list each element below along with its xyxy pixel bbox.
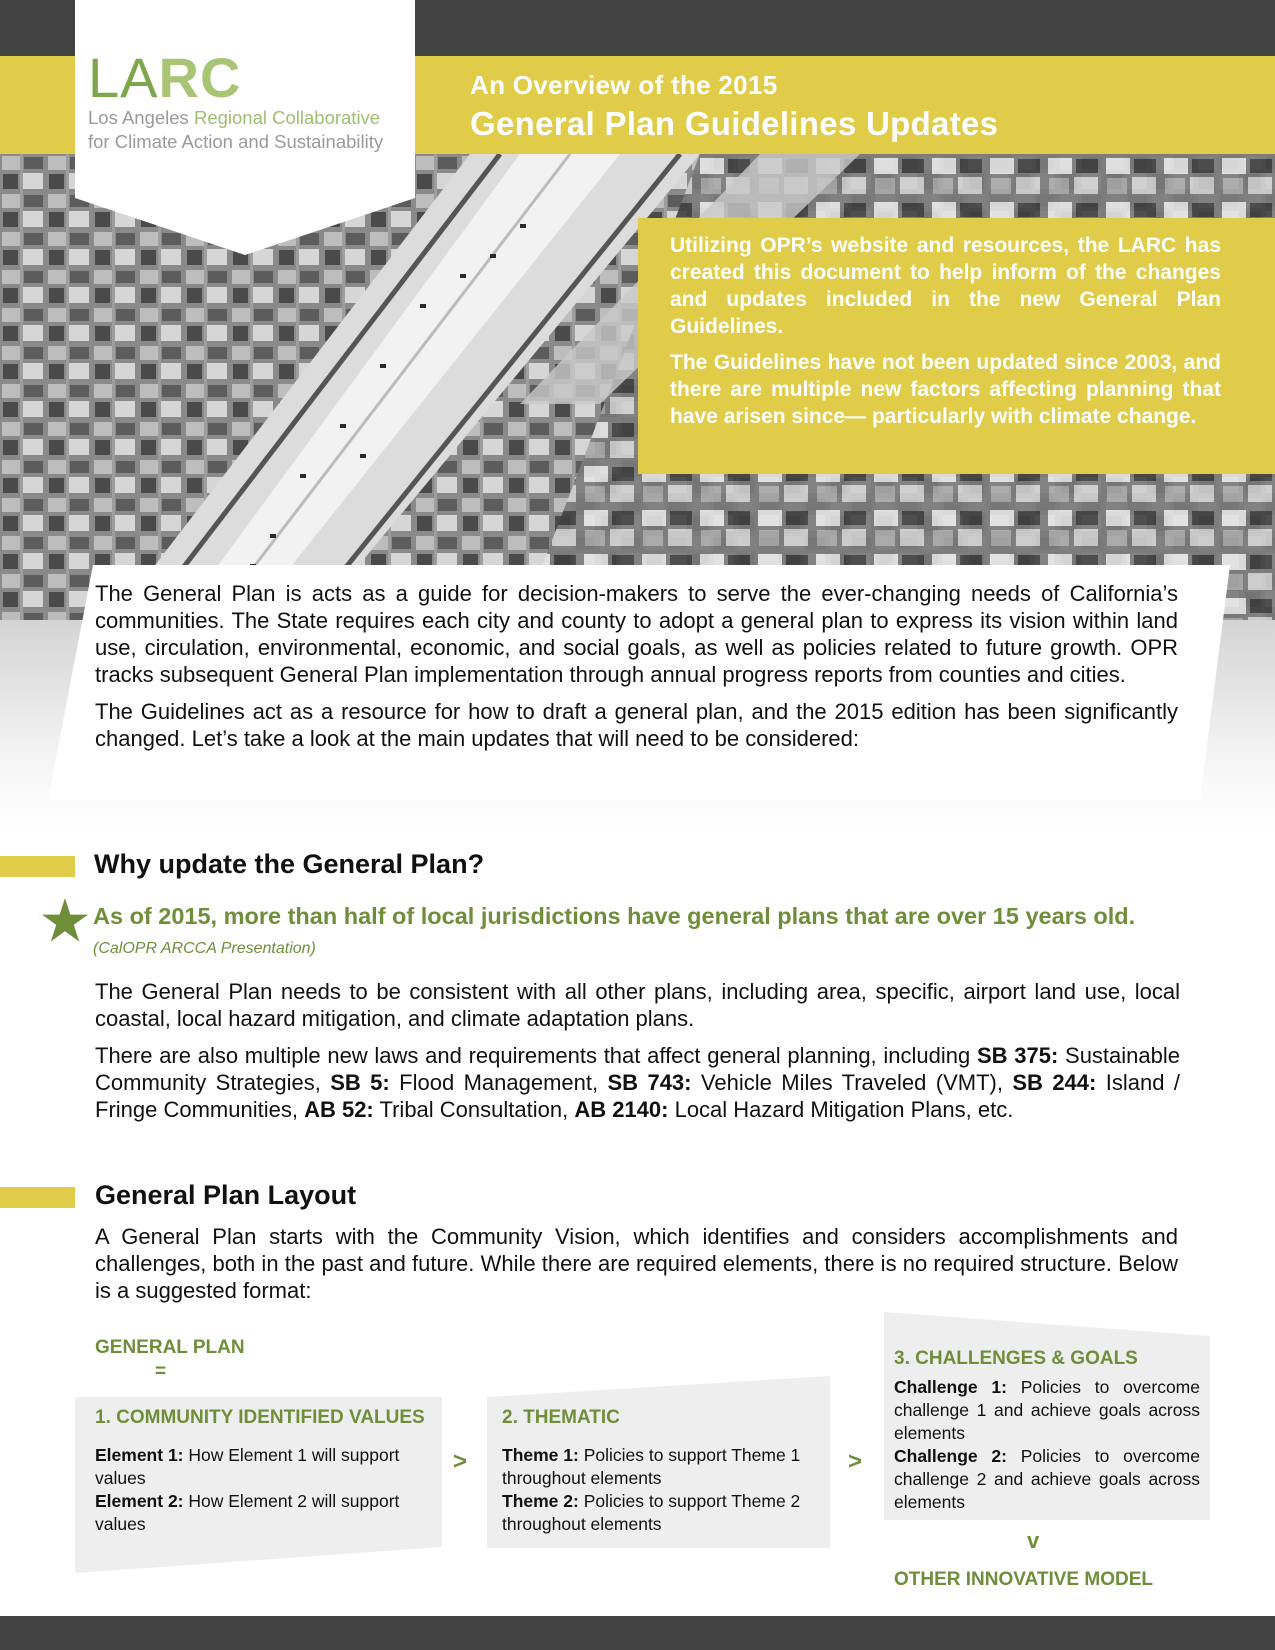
section-title-layout: General Plan Layout (95, 1180, 357, 1210)
law-desc: Local Hazard Mitigation Plans, (668, 1097, 978, 1122)
callout-box (638, 218, 1275, 474)
box1-item (95, 1490, 430, 1536)
general-plan-label: GENERAL PLAN (95, 1337, 245, 1358)
stat-text: As of 2015, more than half of local jurisdictions have general plans that are over 15 years old. (93, 903, 1136, 929)
item-label: Challenge 1: (894, 1377, 1007, 1397)
why-paragraph-1: The General Plan needs to be consistent with all other plans, including area, specific, airport land use, local coastal, local hazard mitigation, and climate adaptation plans. (95, 979, 1180, 1031)
logo-sub1-part1: Los Angeles (88, 107, 194, 128)
intro-text (95, 580, 1178, 752)
item-label: Theme 1: (502, 1445, 579, 1465)
law-desc: Sustainable Community Strategies, (95, 1043, 1180, 1095)
laws-intro: There are also multiple new laws and requirements that affect general planning, including (95, 1043, 977, 1068)
callout-paragraph-2: The Guidelines have not been updated since 2003, and there are multiple new factors affecting planning that have arisen since— particularly with climate change. (670, 351, 1221, 428)
box3-text (894, 1376, 1200, 1514)
item-text: Policies to overcome challenge 1 and achieve goals across elements (894, 1377, 1200, 1443)
law-desc: Island / Fringe Communities, (95, 1070, 1180, 1122)
law-desc: Vehicle Miles Traveled (VMT), (691, 1070, 1013, 1095)
logo-subtitle-1 (88, 106, 383, 130)
page-title: General Plan Guidelines Updates (470, 105, 999, 142)
callout-paragraph-1: Utilizing OPR’s website and resources, the LARC has created this document to help inform of the changes and updates included in the new General Plan Guidelines. (670, 234, 1221, 338)
box1-item (95, 1444, 430, 1490)
stat-source: (CalOPR ARCCA Presentation) (93, 940, 316, 957)
section-title-why: Why update the General Plan? (94, 849, 485, 879)
logo-rc: RC (158, 46, 242, 109)
arrow-right-icon: > (848, 1448, 863, 1475)
box3-item (894, 1445, 1200, 1514)
law-code: SB 5: (330, 1070, 390, 1095)
box2-text (502, 1444, 822, 1536)
intro-paragraph-2: The Guidelines act as a resource for how to draft a general plan, and the 2015 edition has been significantly changed. Let’s take a look at the main updates that will need to be considered: (95, 699, 1178, 751)
law-code: SB 743: (607, 1070, 692, 1095)
logo-sub1-part2: Regional Collaborative (193, 107, 381, 128)
item-label: Element 2: (95, 1491, 184, 1511)
law-code: SB 244: (1012, 1070, 1097, 1095)
logo-subtitle-2: for Climate Action and Sustainability (88, 131, 384, 152)
law-desc: Tribal Consultation, (373, 1097, 575, 1122)
bottom-bar (0, 1616, 1275, 1650)
intro-paragraph-1: The General Plan is acts as a guide for decision-makers to serve the ever-changing needs of California’s communities. The State requires each city and county to adopt a general plan to express its vision within land use, circulation, environmental, economic, and social goals, as well as policies related to future growth. OPR tracks subsequent General Plan implementation through annual progress reports from counties and cities. (95, 581, 1178, 687)
arrow-down-icon: v (1027, 1528, 1040, 1553)
logo-wordmark (88, 46, 383, 109)
law-code: AB 52: (304, 1097, 374, 1122)
item-text: How Element 2 will support values (95, 1491, 400, 1534)
item-text: Policies to overcome challenge 2 and achieve goals across elements (894, 1446, 1200, 1512)
laws-end: etc. (977, 1097, 1014, 1122)
equals-sign: = (155, 1361, 167, 1382)
arrow-right-icon: > (453, 1448, 468, 1475)
box2-item (502, 1444, 822, 1490)
box3-title: 3. CHALLENGES & GOALS (894, 1348, 1138, 1369)
larc-logo (88, 46, 384, 154)
item-label: Challenge 2: (894, 1446, 1007, 1466)
item-label: Element 1: (95, 1445, 184, 1465)
law-code: AB 2140: (574, 1097, 669, 1122)
other-innovative-model-label: OTHER INNOVATIVE MODEL (894, 1569, 1153, 1590)
logo-la: LA (88, 46, 159, 109)
item-text: Policies to support Theme 1 throughout elements (502, 1445, 801, 1488)
item-text: How Element 1 will support values (95, 1445, 400, 1488)
box2-item (502, 1490, 822, 1536)
box3-item (894, 1376, 1200, 1445)
header-line1: An Overview of the 2015 (470, 70, 778, 100)
box2-title: 2. THEMATIC (502, 1407, 620, 1428)
law-desc: Flood Management, (389, 1070, 608, 1095)
item-text: Policies to support Theme 2 throughout elements (502, 1491, 801, 1534)
box1-text (95, 1444, 430, 1536)
box1-title: 1. COMMUNITY IDENTIFIED VALUES (95, 1407, 425, 1428)
law-code: SB 375: (976, 1043, 1059, 1068)
item-label: Theme 2: (502, 1491, 579, 1511)
layout-paragraph: A General Plan starts with the Community Vision, which identifies and considers accomplishments and challenges, both in the past and future. While there are required elements, there is no required structure. Below is a suggested format: (95, 1224, 1178, 1303)
